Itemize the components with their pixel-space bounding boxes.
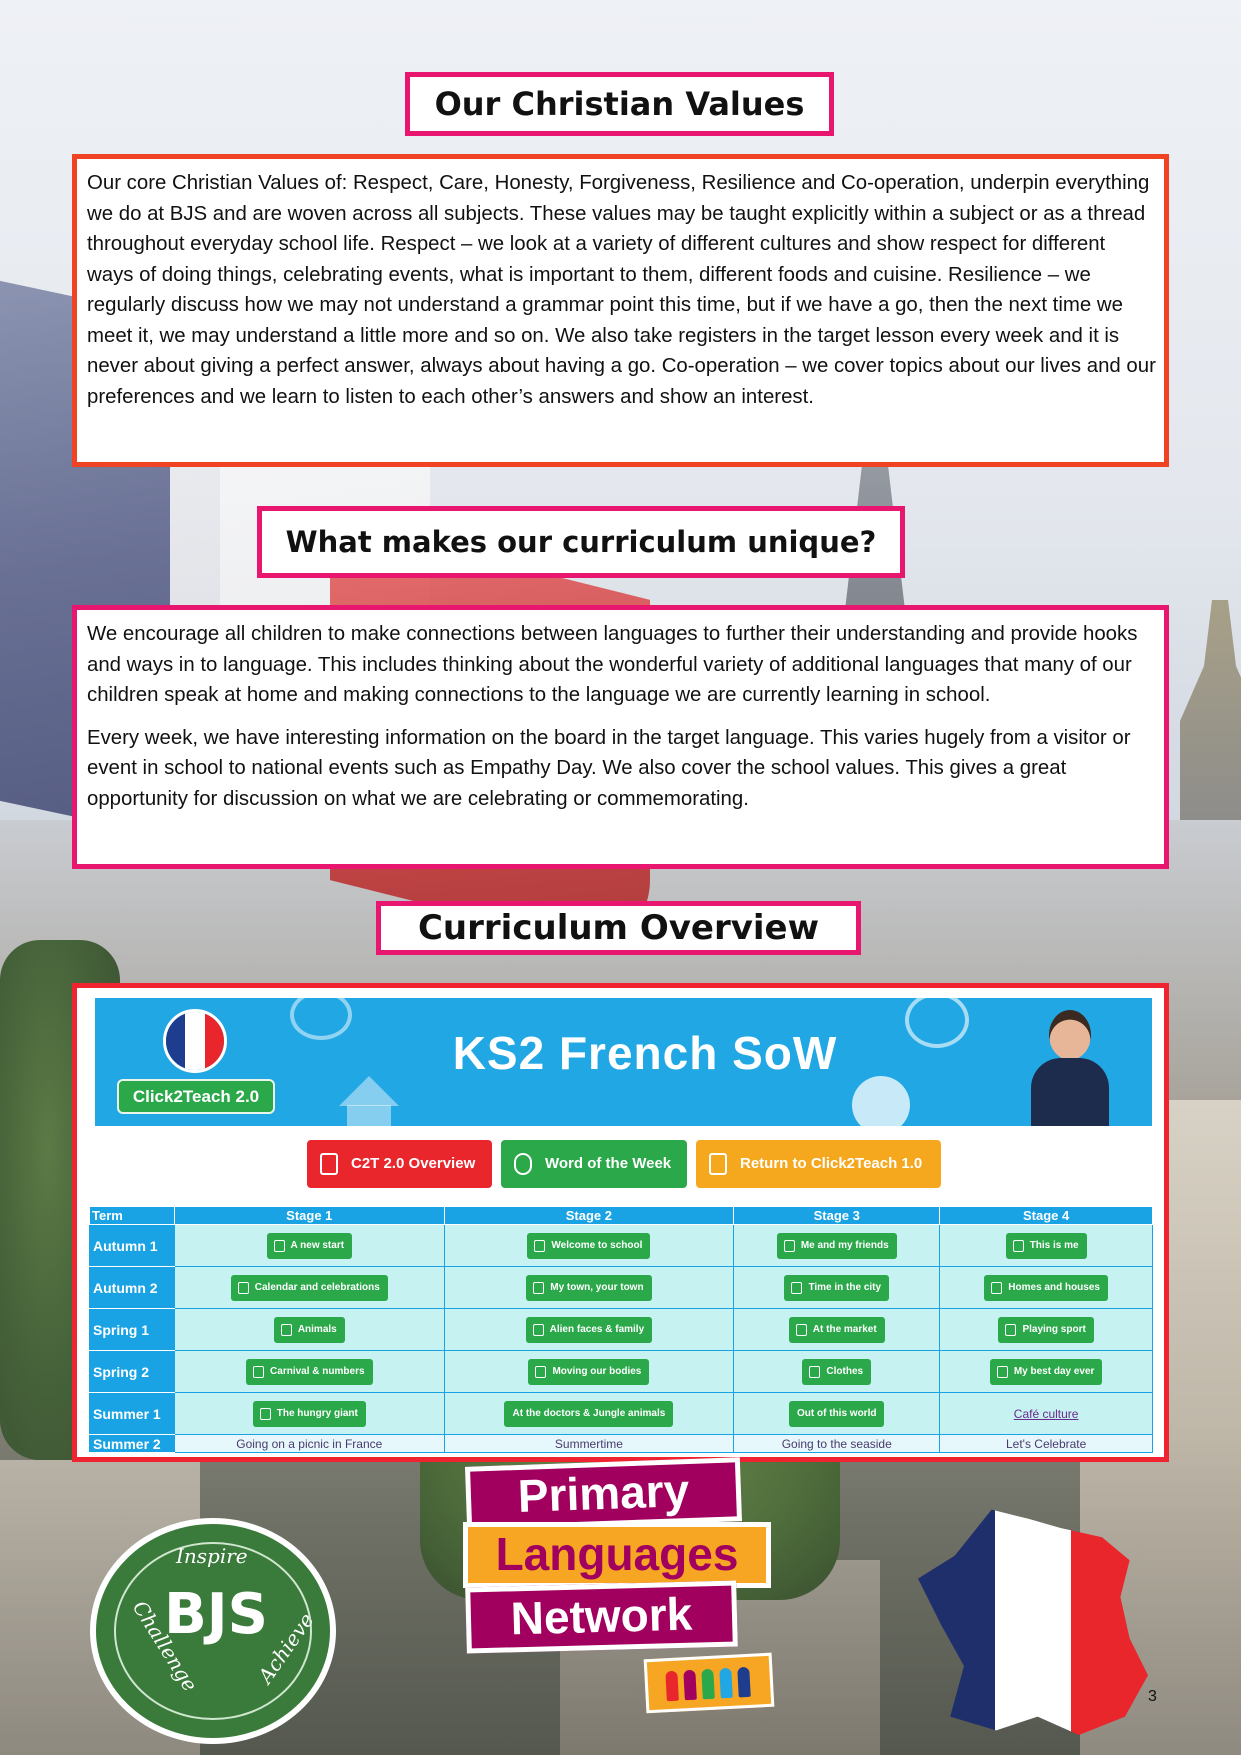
topic-link[interactable]: Café culture [1013, 1407, 1079, 1421]
pointer-icon [991, 1282, 1002, 1294]
french-flag-icon [163, 1009, 227, 1073]
return-click2teach-button[interactable] [696, 1140, 941, 1188]
topic-label: Welcome to school [551, 1239, 643, 1251]
topic-text: Going on a picnic in France [236, 1437, 383, 1451]
bjs-word-inspire: Inspire [176, 1544, 248, 1568]
teacher-photo [1025, 1010, 1115, 1126]
pointer-icon [533, 1324, 544, 1336]
table-row [90, 1435, 1153, 1453]
house-icon-base [347, 1105, 391, 1126]
word-of-the-week-label: Word of the Week [545, 1155, 672, 1172]
term-label: Summer 2 [90, 1435, 175, 1453]
topic-button[interactable] [984, 1275, 1108, 1301]
document-icon [320, 1153, 338, 1175]
c2t-overview-button[interactable] [307, 1140, 492, 1188]
topic-button[interactable] [1006, 1233, 1087, 1259]
topic-label: Playing sport [1022, 1323, 1086, 1335]
pointer-icon [784, 1240, 795, 1252]
pointer-icon [274, 1240, 285, 1252]
christian-values-paragraph: Our core Christian Values of: Respect, Care, Honesty, Forgiveness, Resilience and Co-operation, underpin everything we do at BJS and are woven across all subjects. These values may be taught explicitly within a subject or as a thread throughout everyday school life. Respect – we look at a variety of different cultures and show respect for different ways of doing things, celebrating events, what is important to them, different foods and cuisine. Resilience – we regularly discuss how we may not understand a grammar point this time, but if we have a go, then the next time we meet it, we may understand a little more and so on. We also take registers in the target lesson every week and it is never about giving a perfect answer, always about having a go. Co-operation – we cover topics about our lives and our preferences and we learn to listen to each other’s answers and show an interest. [87, 172, 1156, 408]
pointer-icon [535, 1366, 546, 1378]
topic-button[interactable] [253, 1401, 366, 1427]
topic-button[interactable] [527, 1233, 650, 1259]
bjs-word-achieve: Achieve [253, 1608, 319, 1688]
unique-paragraph-2: Every week, we have interesting information on the board in the target language. This varies hugely from a visitor or event in school to national events such as Empathy Day. We also cover the school values. This gives a great opportunity for discussion on what we are celebrating or commemorating. [87, 726, 1131, 810]
header-stage-3: Stage 3 [734, 1207, 940, 1225]
teacher-body [1031, 1058, 1109, 1126]
sow-table [89, 1206, 1153, 1453]
curriculum-overview-panel [72, 983, 1169, 1462]
topic-button[interactable] [777, 1233, 897, 1259]
c2t-overview-label: C2T 2.0 Overview [351, 1155, 476, 1172]
topic-label: At the market [812, 1323, 877, 1335]
topic-label: A new start [290, 1239, 345, 1251]
page-number: 3 [1148, 1688, 1157, 1705]
bjs-school-logo [90, 1518, 336, 1744]
microphone-icon [514, 1153, 532, 1175]
sow-header-row [90, 1207, 1153, 1225]
term-label: Autumn 1 [90, 1225, 175, 1267]
clapperboard-icon [290, 998, 352, 1040]
header-stage-4: Stage 4 [940, 1207, 1153, 1225]
football-icon [852, 1076, 910, 1126]
curriculum-unique-text-box [72, 605, 1169, 869]
return-click2teach-label: Return to Click2Teach 1.0 [740, 1155, 923, 1172]
topic-label: The hungry giant [276, 1407, 358, 1419]
word-of-the-week-button[interactable] [501, 1140, 687, 1188]
clock-icon [905, 998, 969, 1048]
header-term: Term [90, 1207, 175, 1225]
pointer-icon [281, 1324, 292, 1336]
unique-paragraph-1: We encourage all children to make connections between languages to further their understanding and provide hooks and ways in to language. This includes thinking about the wonderful variety of additional languages that many of our children speak at home and making connections to the language we are currently learning in school. [87, 623, 1138, 706]
pointer-icon [709, 1153, 727, 1175]
topic-button[interactable]: At the doctors & Jungle animals [504, 1401, 673, 1427]
pointer-icon [238, 1282, 249, 1294]
topic-label: Time in the city [808, 1281, 882, 1293]
pointer-icon [809, 1366, 820, 1378]
christian-values-text-box [72, 154, 1169, 467]
topic-label: My best day ever [1013, 1365, 1095, 1377]
topic-button[interactable] [526, 1317, 652, 1343]
topic-label: Clothes [826, 1365, 864, 1377]
topic-text: Let's Celebrate [1005, 1437, 1087, 1451]
pointer-icon [253, 1366, 264, 1378]
topic-button[interactable] [998, 1317, 1093, 1343]
sow-banner [95, 998, 1152, 1126]
table-row [90, 1225, 1153, 1267]
topic-button[interactable] [802, 1359, 871, 1385]
table-row [90, 1351, 1153, 1393]
topic-button[interactable] [267, 1233, 353, 1259]
pointer-icon [791, 1282, 802, 1294]
pointer-icon [260, 1408, 271, 1420]
topic-text: Summertime [554, 1437, 623, 1451]
topic-button[interactable] [246, 1359, 372, 1385]
sow-title: KS2 French SoW [452, 1027, 838, 1079]
pln-logo-network: Network [465, 1580, 738, 1653]
teacher-head [1049, 1010, 1091, 1060]
table-row [90, 1393, 1153, 1435]
topic-label: Calendar and celebrations [254, 1281, 380, 1293]
pln-logo-primary: Primary [465, 1457, 742, 1531]
bjs-word-challenge: Challenge [127, 1596, 203, 1696]
header-stage-2: Stage 2 [444, 1207, 734, 1225]
heading-curriculum-overview: Curriculum Overview [376, 901, 861, 955]
topic-label: Homes and houses [1008, 1281, 1100, 1293]
term-label: Summer 1 [90, 1393, 175, 1435]
header-stage-1: Stage 1 [175, 1207, 445, 1225]
topic-button[interactable] [990, 1359, 1103, 1385]
topic-button[interactable] [528, 1359, 649, 1385]
topic-button[interactable] [789, 1317, 885, 1343]
children-figures-icon [644, 1653, 775, 1714]
pointer-icon [1005, 1324, 1016, 1336]
topic-label: Animals [297, 1323, 337, 1335]
sow-button-row [77, 1140, 1164, 1188]
topic-text: Going to the seaside [781, 1437, 892, 1451]
house-icon [339, 1076, 399, 1106]
term-label: Spring 1 [90, 1309, 175, 1351]
heading-curriculum-unique: What makes our curriculum unique? [257, 506, 905, 578]
topic-label: Carnival & numbers [270, 1365, 365, 1377]
heading-christian-values: Our Christian Values [405, 72, 834, 136]
pointer-icon [534, 1240, 545, 1252]
topic-label: Moving our bodies [552, 1365, 642, 1377]
topic-button[interactable]: Out of this world [789, 1401, 884, 1427]
topic-button[interactable] [231, 1275, 388, 1301]
pointer-icon [997, 1366, 1008, 1378]
topic-button[interactable] [784, 1275, 889, 1301]
pointer-icon [796, 1324, 807, 1336]
pln-logo-languages: Languages [463, 1522, 771, 1588]
term-label: Autumn 2 [90, 1267, 175, 1309]
table-row [90, 1267, 1153, 1309]
topic-label: My town, your town [550, 1281, 644, 1293]
term-label: Spring 2 [90, 1351, 175, 1393]
topic-button[interactable] [274, 1317, 345, 1343]
topic-button[interactable] [526, 1275, 651, 1301]
pointer-icon [533, 1282, 544, 1294]
topic-label: This is me [1029, 1239, 1079, 1251]
click2teach-badge[interactable]: Click2Teach 2.0 [117, 1079, 275, 1114]
topic-label: Me and my friends [800, 1239, 889, 1251]
topic-label: Alien faces & family [549, 1323, 645, 1335]
pointer-icon [1013, 1240, 1024, 1252]
table-row [90, 1309, 1153, 1351]
bjs-monogram: BJS [164, 1582, 268, 1647]
